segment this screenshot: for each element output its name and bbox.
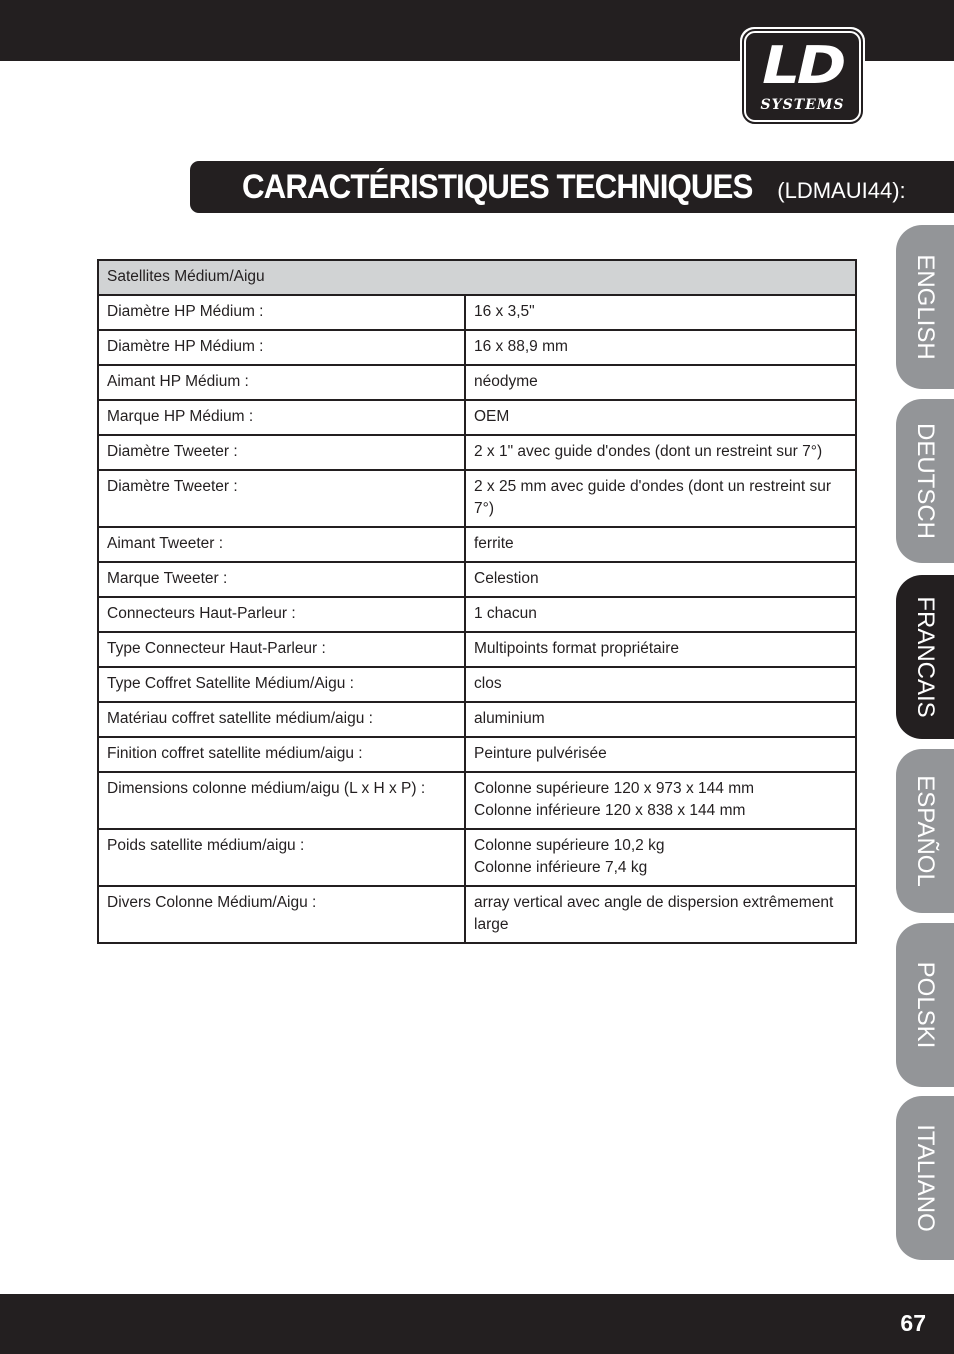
- table-row: [98, 470, 856, 527]
- tab-label: POLSKI: [912, 961, 939, 1049]
- spec-label: Type Coffret Satellite Médium/Aigu :: [98, 667, 465, 702]
- title-main: CARACTÉRISTIQUES TECHNIQUES: [242, 168, 753, 206]
- tab-label: ESPAÑOL: [912, 775, 939, 887]
- spec-label: Diamètre Tweeter :: [98, 470, 465, 527]
- table-row: [98, 527, 856, 562]
- table-row: [98, 330, 856, 365]
- tab-espanol[interactable]: [896, 749, 954, 913]
- table-row: [98, 886, 856, 943]
- table-row: [98, 702, 856, 737]
- page-title: [242, 168, 906, 207]
- tab-italiano[interactable]: [896, 1096, 954, 1260]
- spec-value: Colonne supérieure 10,2 kg Colonne inférieure 7,4 kg: [465, 829, 856, 886]
- table-row: [98, 400, 856, 435]
- logo-badge: [744, 31, 861, 122]
- table-row: [98, 562, 856, 597]
- table-row: [98, 829, 856, 886]
- page-number: 67: [900, 1310, 926, 1336]
- spec-label: Aimant Tweeter :: [98, 527, 465, 562]
- spec-value: 16 x 3,5": [465, 295, 856, 330]
- spec-value: Celestion: [465, 562, 856, 597]
- table-row: [98, 365, 856, 400]
- spec-value: 2 x 1" avec guide d'ondes (dont un restreint sur 7°): [465, 435, 856, 470]
- spec-value: Colonne supérieure 120 x 973 x 144 mm Colonne inférieure 120 x 838 x 144 mm: [465, 772, 856, 829]
- spec-label: Connecteurs Haut-Parleur :: [98, 597, 465, 632]
- tab-english[interactable]: [896, 225, 954, 389]
- tab-deutsch[interactable]: [896, 399, 954, 563]
- tab-label: DEUTSCH: [912, 422, 939, 540]
- table-row: [98, 597, 856, 632]
- spec-value: OEM: [465, 400, 856, 435]
- spec-value: clos: [465, 667, 856, 702]
- ld-systems-logo: [740, 27, 865, 126]
- table-row: [98, 632, 856, 667]
- table-header: Satellites Médium/Aigu: [98, 260, 856, 295]
- spec-label: Diamètre HP Médium :: [98, 295, 465, 330]
- tab-label: FRANCAIS: [912, 596, 939, 718]
- spec-value: néodyme: [465, 365, 856, 400]
- title-colon: :: [899, 178, 906, 203]
- spec-value: Peinture pulvérisée: [465, 737, 856, 772]
- table-row: [98, 295, 856, 330]
- spec-label: Marque Tweeter :: [98, 562, 465, 597]
- spec-value: Multipoints format propriétaire: [465, 632, 856, 667]
- spec-value: aluminium: [465, 702, 856, 737]
- logo-subtitle: SYSTEMS: [760, 97, 845, 113]
- title-model: (LDMAUI44): [777, 178, 900, 203]
- table-row: [98, 772, 856, 829]
- spec-label: Matériau coffret satellite médium/aigu :: [98, 702, 465, 737]
- tab-francais[interactable]: [896, 575, 954, 739]
- spec-label: Dimensions colonne médium/aigu (L x H x P) :: [98, 772, 465, 829]
- spec-value: 16 x 88,9 mm: [465, 330, 856, 365]
- table-row: [98, 737, 856, 772]
- spec-label: Finition coffret satellite médium/aigu :: [98, 737, 465, 772]
- logo-brand: LD: [762, 36, 843, 96]
- tab-label: ITALIANO: [912, 1124, 939, 1232]
- table-row: [98, 435, 856, 470]
- spec-label: Divers Colonne Médium/Aigu :: [98, 886, 465, 943]
- table-row: [98, 667, 856, 702]
- tab-label: ENGLISH: [912, 254, 939, 360]
- spec-label: Aimant HP Médium :: [98, 365, 465, 400]
- spec-value: 1 chacun: [465, 597, 856, 632]
- table-header-row: [98, 260, 856, 295]
- spec-label: Marque HP Médium :: [98, 400, 465, 435]
- spec-value: ferrite: [465, 527, 856, 562]
- spec-value: 2 x 25 mm avec guide d'ondes (dont un restreint sur 7°): [465, 470, 856, 527]
- bottom-bar: [0, 1294, 954, 1354]
- spec-label: Poids satellite médium/aigu :: [98, 829, 465, 886]
- spec-label: Diamètre HP Médium :: [98, 330, 465, 365]
- spec-value: array vertical avec angle de dispersion extrêmement large: [465, 886, 856, 943]
- spec-label: Diamètre Tweeter :: [98, 435, 465, 470]
- title-banner: [190, 161, 954, 213]
- spec-table: [97, 259, 857, 944]
- spec-label: Type Connecteur Haut-Parleur :: [98, 632, 465, 667]
- tab-polski[interactable]: [896, 923, 954, 1087]
